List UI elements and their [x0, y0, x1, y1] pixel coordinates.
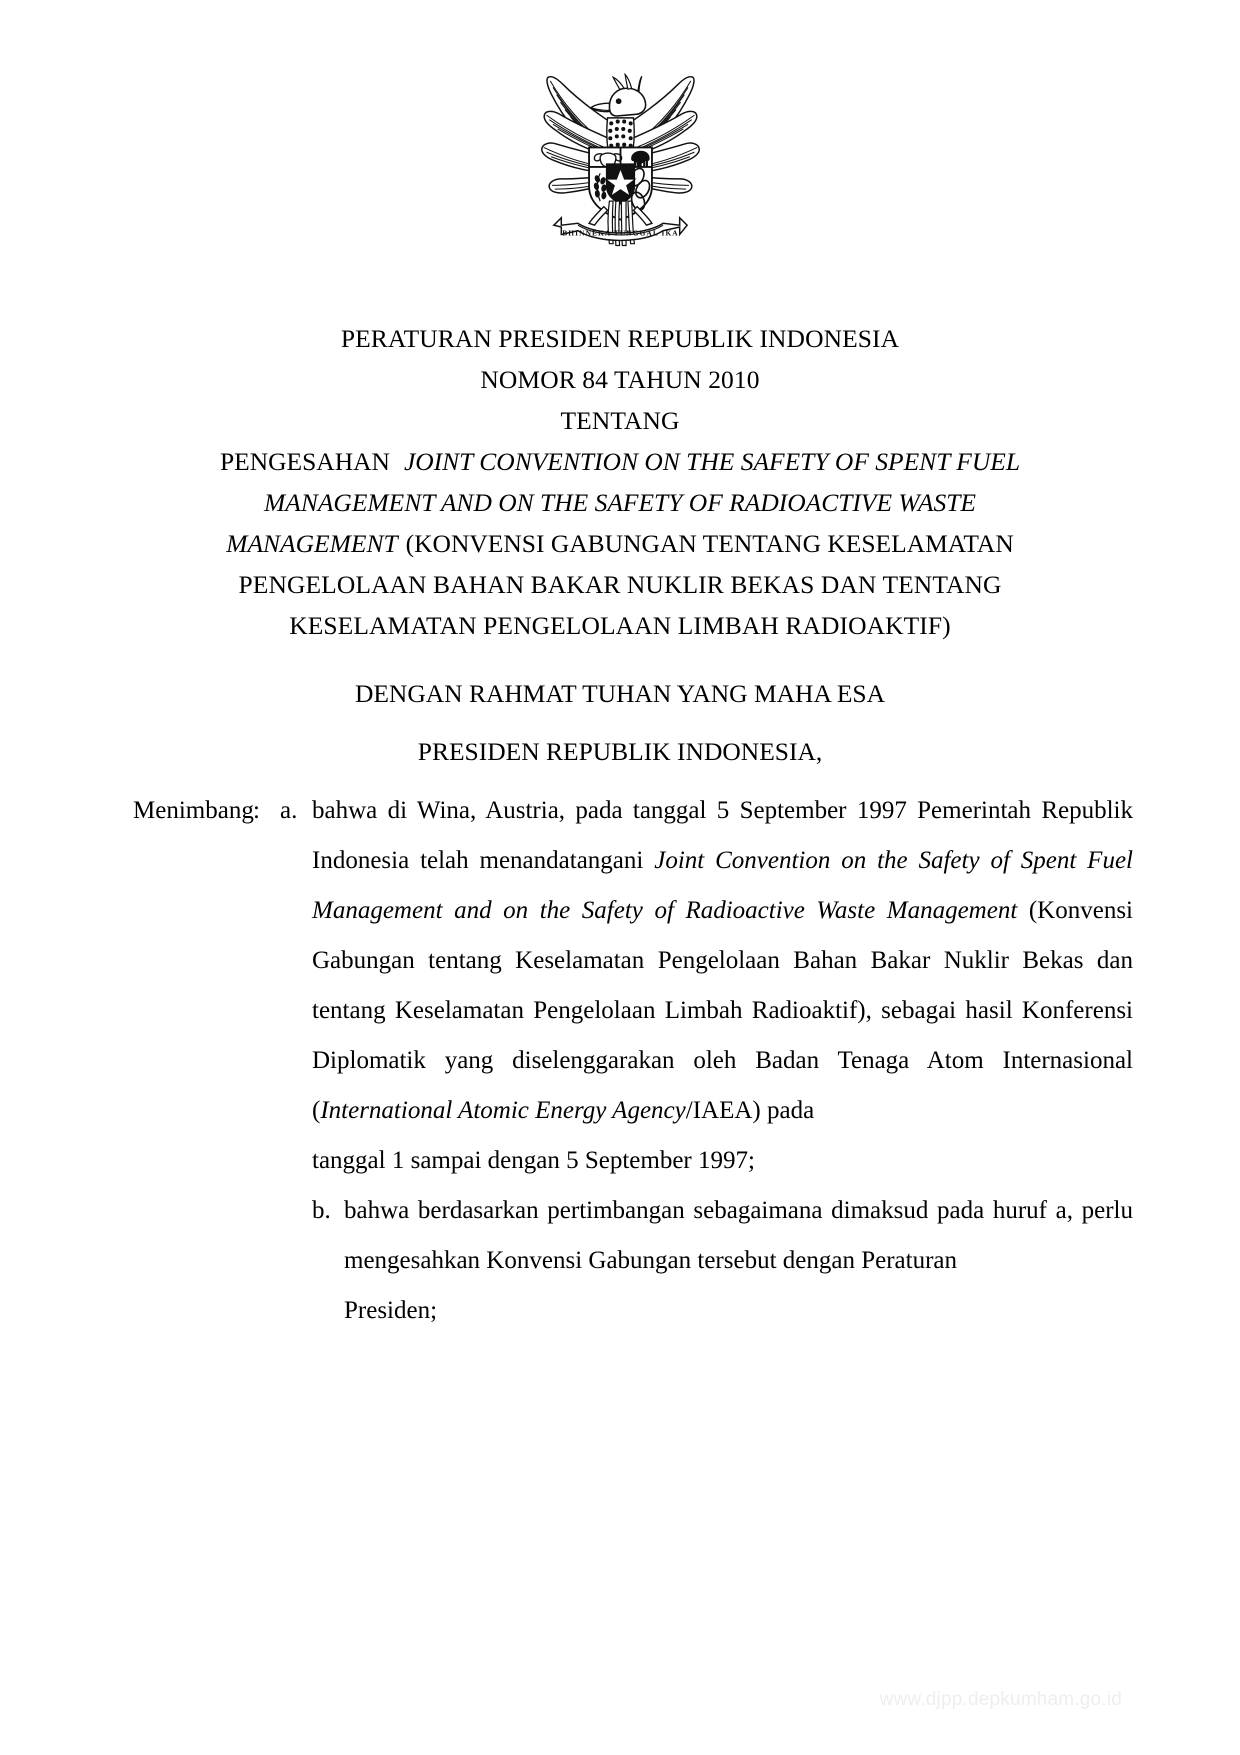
garuda-pancasila-emblem	[528, 62, 713, 257]
title-line-translation-3: KESELAMATAN PENGELOLAAN LIMBAH RADIOAKTIF)	[289, 611, 951, 640]
office-line: PRESIDEN REPUBLIK INDONESIA,	[417, 737, 823, 766]
title-line-tentang: TENTANG	[560, 406, 680, 435]
consideration-item-b	[133, 1186, 1133, 1336]
item-b-seg1: bahwa berdasarkan pertimbangan sebagaimana dimaksud pada huruf a, perlu mengesahkan Konvensi Gabungan tersebut dengan Peraturan	[344, 1197, 1133, 1274]
title-convention-italic-1: JOINT CONVENTION ON THE SAFETY OF SPENT FUEL	[403, 447, 1021, 476]
item-a-convention-title: Joint Convention on the Safety of Spent Fuel Management and on the Safety of Radioactive Waste Management	[312, 847, 1133, 924]
item-a-seg5: /IAEA) pada	[685, 1097, 815, 1124]
item-a-iaea-name: International Atomic Energy Agency	[320, 1097, 686, 1124]
blessing-line: DENGAN RAHMAT TUHAN YANG MAHA ESA	[354, 679, 886, 708]
menimbang-label: Menimbang	[133, 797, 254, 824]
consideration-item-a	[133, 786, 1133, 1186]
item-a-seg3: (Konvensi Gabungan tentang Keselamatan Pengelolaan Bahan Bakar Nuklir Bekas dan tentang Keselamatan Pengelolaan Limbah Radioaktif), sebagai hasil Konferensi Diplomatik yang diselenggarakan oleh Badan Tenaga Atom Internasional (	[312, 897, 1133, 1124]
title-line-convention-3	[165, 523, 1075, 564]
item-b-lastline: Presiden;	[344, 1297, 438, 1324]
title-line-convention-2	[165, 482, 1075, 523]
item-a-seg1: bahwa di Wina, Austria, pada tanggal 5 September 1997 Pemerintah Republik Indonesia telah menandatangani	[312, 797, 1133, 874]
footer-watermark: www.djpp.depkumham.go.id	[879, 1689, 1122, 1710]
item-a-lastline: tanggal 1 sampai dengan 5 September 1997;	[312, 1147, 755, 1174]
item-text-a	[312, 786, 1133, 1186]
title-line-number: NOMOR 84 TAHUN 2010	[480, 365, 760, 394]
emblem-container	[0, 62, 1240, 262]
item-text-b	[344, 1186, 1133, 1336]
svg-text:BHINNEKA TUNGGAL IKA: BHINNEKA TUNGGAL IKA	[561, 228, 679, 238]
title-convention-italic-2: MANAGEMENT AND ON THE SAFETY OF RADIOACTIVE WASTE	[264, 488, 976, 517]
item-marker-a: a.	[280, 797, 298, 824]
considerations-block	[133, 786, 1133, 1336]
title-pengesahan: PENGESAHAN	[219, 447, 390, 476]
title-translation-open: (KONVENSI GABUNGAN TENTANG KESELAMATAN	[405, 529, 1014, 558]
menimbang-colon: :	[253, 797, 260, 824]
item-marker-b: b.	[312, 1197, 331, 1224]
title-line-translation-2: PENGELOLAAN BAHAN BAKAR NUKLIR BEKAS DAN TENTANG	[238, 570, 1002, 599]
title-line-convention-1	[165, 441, 1075, 482]
title-block	[165, 318, 1075, 772]
title-convention-italic-3: MANAGEMENT	[226, 529, 398, 558]
title-line-regulation: PERATURAN PRESIDEN REPUBLIK INDONESIA	[340, 324, 900, 353]
